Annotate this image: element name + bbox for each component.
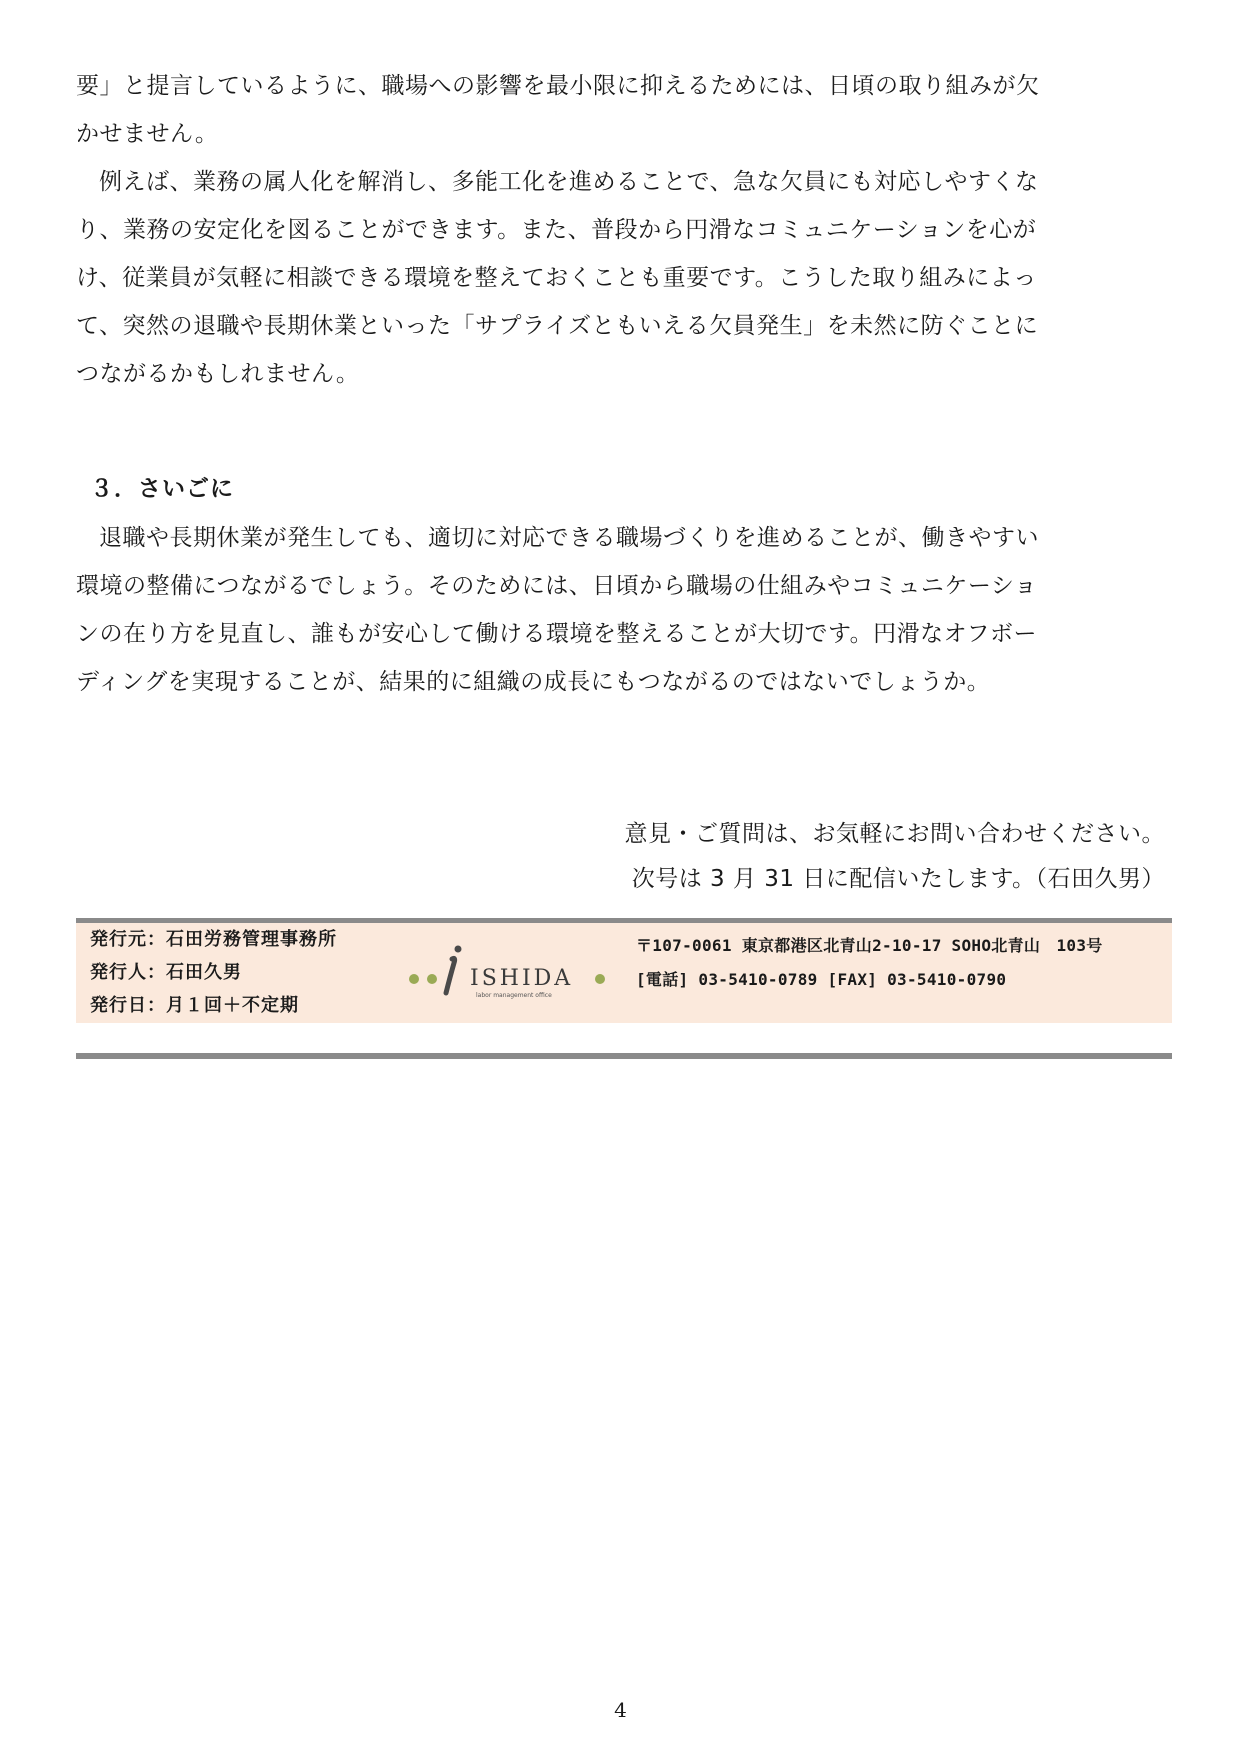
issuer: 発行人：石田久男 bbox=[90, 962, 242, 983]
text-line: つながるかもしれません。 bbox=[76, 361, 360, 387]
logo-dot-right bbox=[595, 974, 605, 984]
logo-dot-left bbox=[409, 974, 419, 984]
text-line: ディングを実現することが、結果的に組織の成長にもつながるのではないでしょうか。 bbox=[76, 669, 991, 695]
logo-subtext: labor management office bbox=[476, 992, 552, 999]
text-line: ンの在り方を見直し、誰もが安心して働ける環境を整えることが大切です。円滑なオフボー bbox=[76, 621, 1037, 647]
publisher-info bbox=[90, 923, 337, 1022]
phone-fax: [電話] 03-5410-0789 [FAX] 03-5410-0790 bbox=[636, 970, 1007, 989]
text-line: 環境の整備につながるでしょう。そのためには、日頃から職場の仕組みやコミュニケーショ bbox=[76, 573, 1038, 599]
paragraph-conclusion bbox=[76, 514, 1166, 706]
text-line: り、業務の安定化を図ることができます。また、普段から円滑なコミュニケーションを心が bbox=[76, 217, 1037, 243]
publisher: 発行元：石田労務管理事務所 bbox=[90, 929, 337, 950]
issue-date: 発行日：月１回＋不定期 bbox=[90, 995, 299, 1016]
logo-i-stroke bbox=[446, 959, 455, 994]
text-line: 要」と提言しているように、職場への影響を最小限に抑えるためには、日頃の取り組みが欠 bbox=[76, 73, 1040, 99]
body-section-conclusion bbox=[76, 514, 1166, 706]
ishida-logo bbox=[406, 937, 606, 1007]
contact-info bbox=[636, 929, 1103, 997]
footer-box bbox=[76, 923, 1172, 1023]
text-line: 例えば、業務の属人化を解消し、多能工化を進めることで、急な欠員にも対応しやすくな bbox=[99, 169, 1039, 195]
text-line: て、突然の退職や長期休業といった「サプライズともいえる欠員発生」を未然に防ぐことに bbox=[76, 313, 1039, 339]
logo-wordmark: ISHIDA bbox=[470, 966, 574, 991]
closing-note-inquiry: 意見・ご質問は、お気軽にお問い合わせください。 bbox=[624, 821, 1165, 847]
address: 〒107-0061 東京都港区北青山2-10-17 SOHO北青山 103号 bbox=[636, 936, 1103, 955]
body-section-top bbox=[76, 62, 1166, 398]
logo-i-dot bbox=[455, 946, 462, 953]
footer-bottom-rule bbox=[76, 1053, 1172, 1059]
text-line: かせません。 bbox=[76, 121, 219, 147]
section-heading: ３．さいごに bbox=[90, 476, 234, 502]
logo-dot-mid bbox=[427, 974, 437, 984]
paragraph-continuation bbox=[76, 62, 1166, 158]
closing-note-next-issue: 次号は 3 月 31 日に配信いたします。（石田久男） bbox=[631, 866, 1165, 892]
text-line: け、従業員が気軽に相談できる環境を整えておくことも重要です。こうした取り組みによっ bbox=[76, 265, 1037, 291]
text-line: 退職や長期休業が発生しても、適切に対応できる職場づくりを進めることが、働きやすい bbox=[99, 525, 1039, 551]
page-number: 4 bbox=[614, 1698, 627, 1722]
paragraph-example bbox=[76, 158, 1166, 398]
